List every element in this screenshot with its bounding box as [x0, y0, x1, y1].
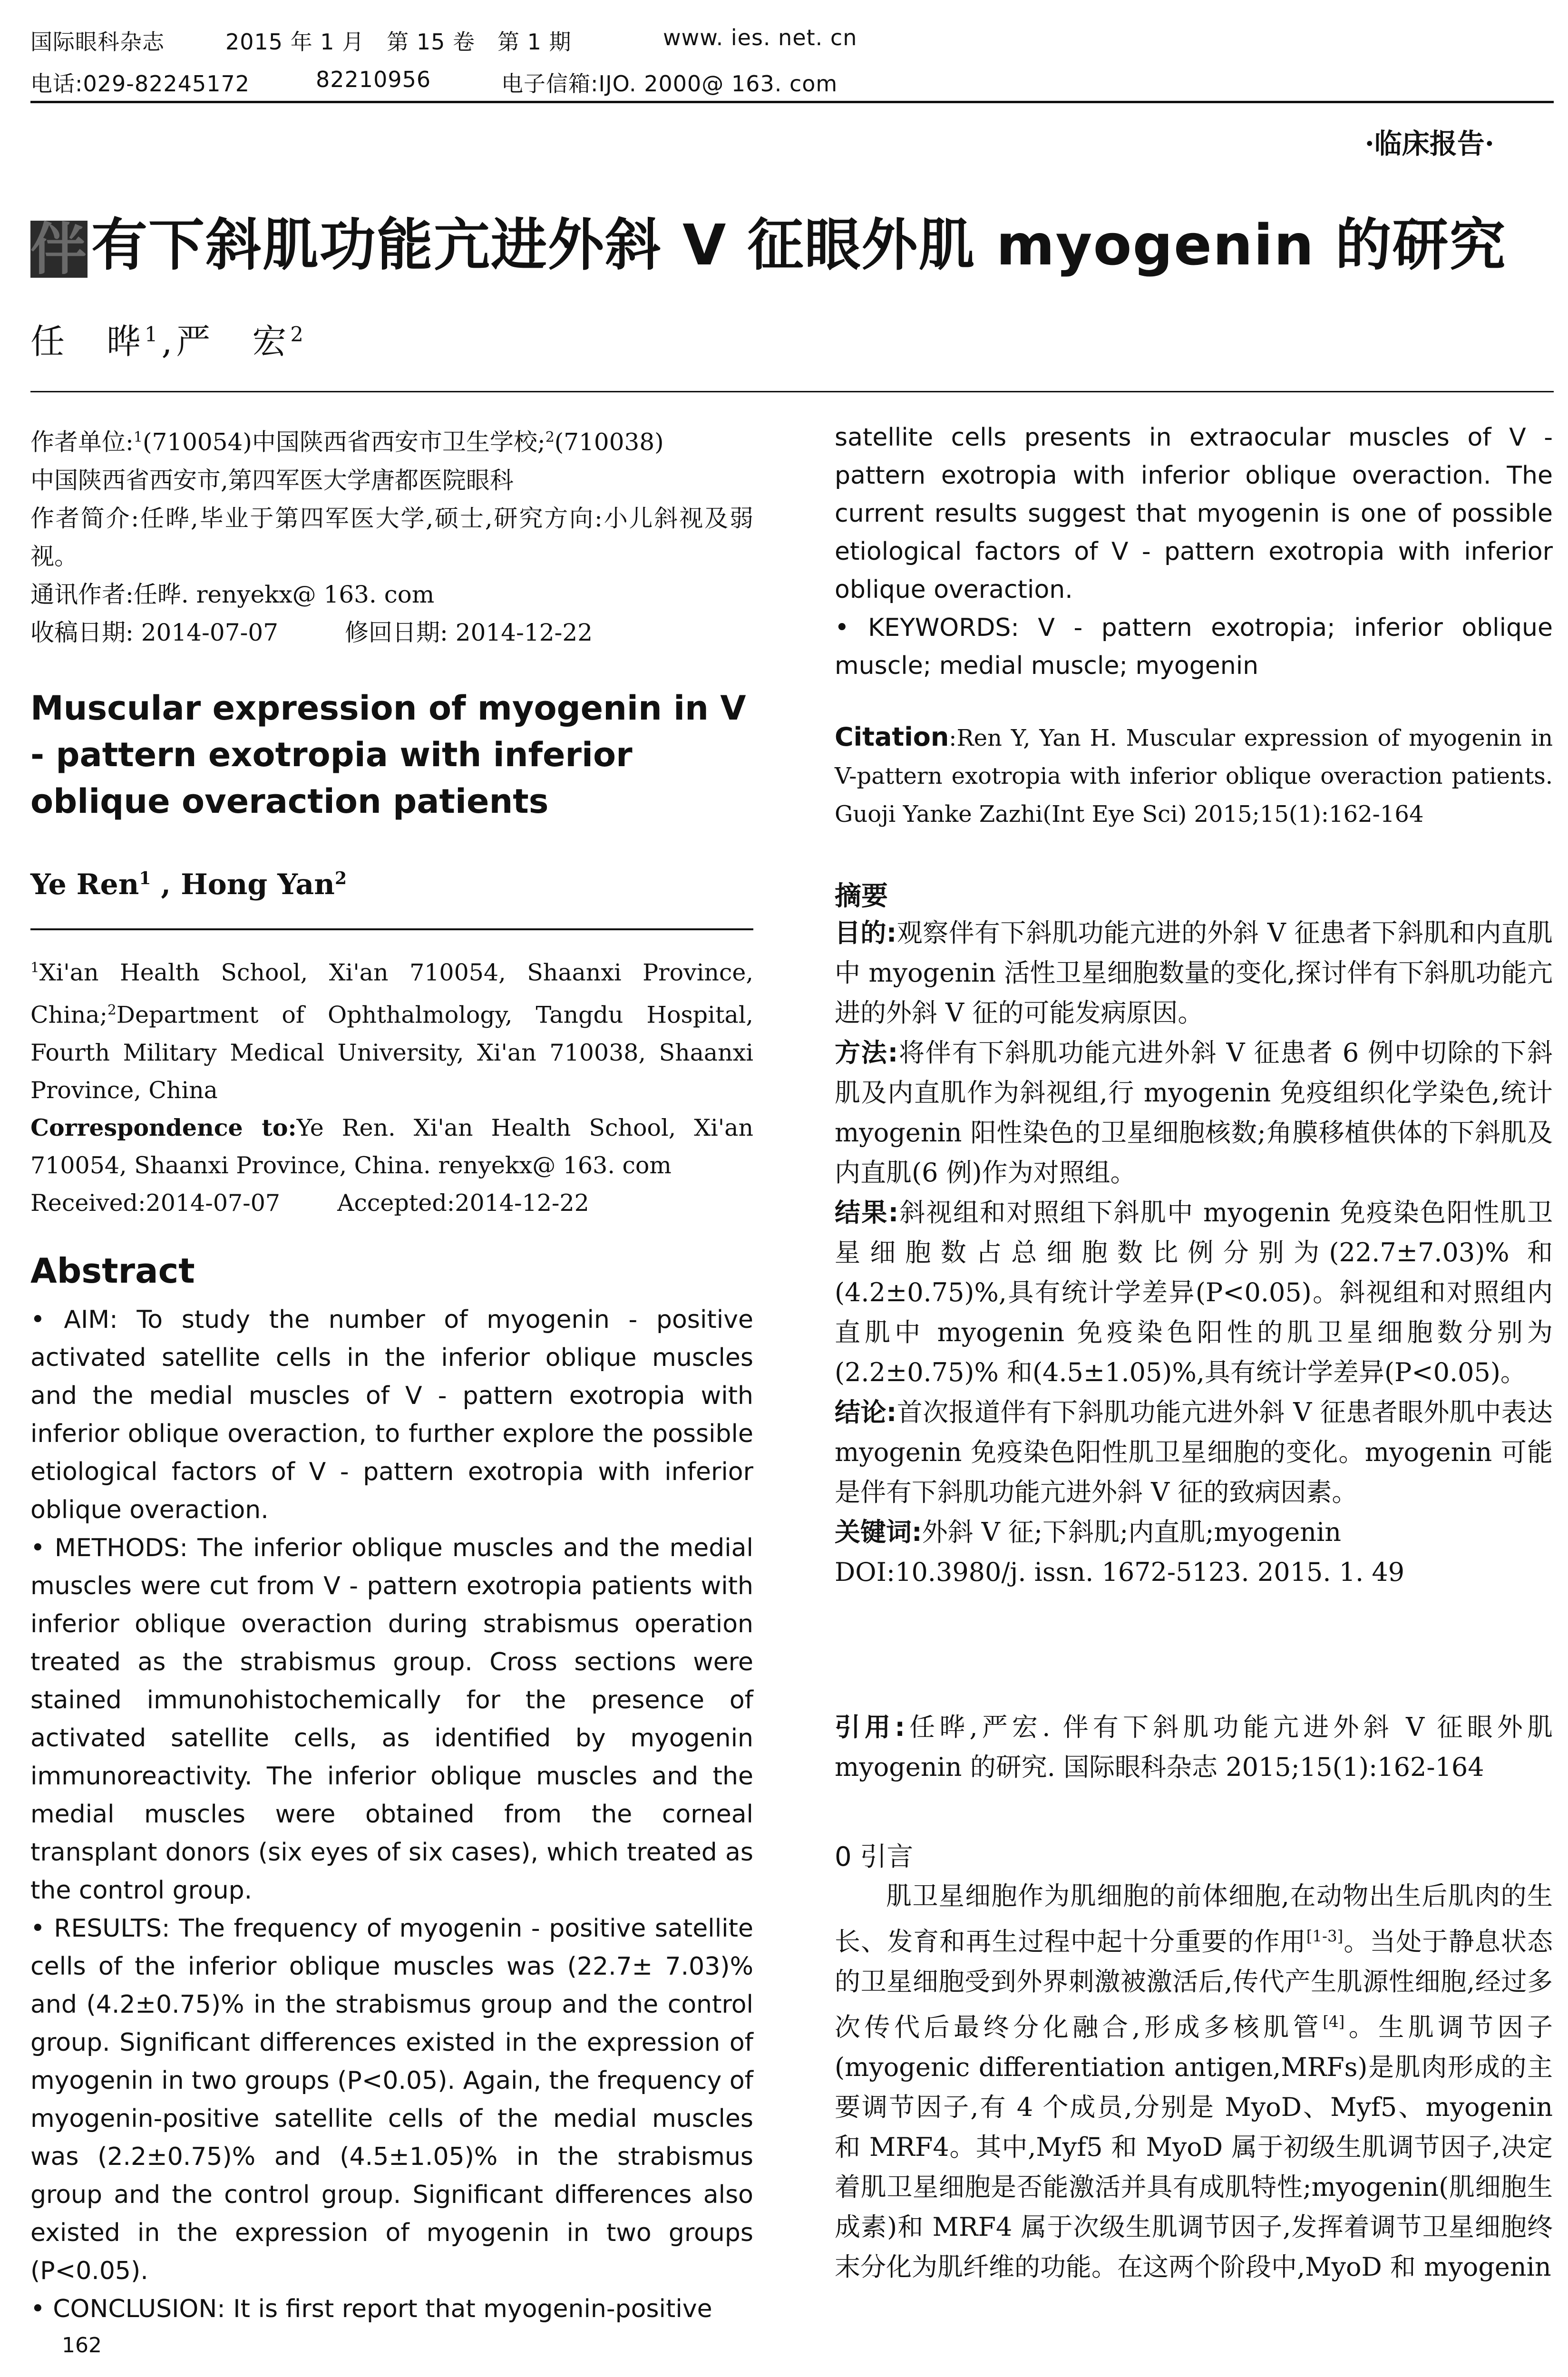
english-affiliations	[30, 949, 753, 1222]
correspondence-en	[30, 1109, 753, 1184]
dates-cn	[30, 614, 753, 652]
corr-text: Ye Ren. Xi'an Health School, Xi'an 710054, Shaanxi Province, China. renyekx@ 163. com	[30, 1114, 753, 1179]
english-title: Muscular expression of myogenin in V - pattern exotropia with inferior oblique overaction patients	[30, 689, 746, 821]
intro-ref-2: [4]	[1323, 2013, 1345, 2031]
cn-citation	[835, 1707, 1553, 1787]
intro-body	[835, 1876, 1553, 2287]
abstract-conclusion-cont: satellite cells presents in extraocular muscles of V - pattern exotropia with inferior oblique overaction. The current results suggest that myogenin is one of possible etiological factors of V - pattern exotropia with inferior oblique overaction.	[835, 423, 1553, 604]
cn-conclusion-text: 首次报道伴有下斜肌功能亢进外斜 V 征患者眼外肌中表达 myogenin 免疫染色阳性肌卫星细胞的变化。myogenin 可能是伴有下斜肌功能亢进外斜 V 征的致病因素。	[835, 1397, 1553, 1507]
journal-website: www. ies. net. cn	[663, 25, 857, 50]
cn-cite-label: 引用:	[835, 1712, 905, 1742]
cn-keywords-label: 关键词:	[835, 1517, 922, 1547]
correspondence-cn: 通讯作者:任晔. renyekx@ 163. com	[30, 580, 435, 608]
intro-heading: 0 引言	[835, 1841, 914, 1872]
title-first-char: 伴	[30, 216, 88, 282]
abstract-heading: Abstract	[30, 1251, 195, 1291]
issue-info: 2015 年 1 月 第 15 卷 第 1 期	[225, 29, 572, 55]
cn-doi: DOI:10.3980/j. issn. 1672-5123. 2015. 1. 49	[835, 1557, 1405, 1587]
author-2-sup: 2	[290, 323, 307, 347]
affil-en-1: Xi'an Health School, Xi'an 710054, Shaanxi Province, China;	[30, 959, 753, 1029]
intro-text-c: 。生肌调节因子(myogenic differentiation antigen,MRFs)是肌肉形成的主要调节因子,有 4 个成员,分别是 MyoD、Myf5、myogenin 和 MRF4。其中,Myf5 和 MyoD 属于初级生肌调节因子,决定着肌卫星细胞是否能激活并具有成肌特性;myogenin(肌细胞生成素)和 MRF4 属于次级生肌调节因子,发挥着调节卫星细胞终末分化为肌纤维的功能。在这两个阶段中,MyoD 和 myogenin	[835, 2012, 1553, 2282]
cn-keywords-text: 外斜 V 征;下斜肌;内直肌;myogenin	[922, 1517, 1342, 1547]
header-rule	[30, 101, 1554, 103]
author-info	[30, 419, 753, 652]
author-1-sup: 1	[145, 323, 162, 347]
received-cn: 收稿日期: 2014-07-07	[30, 618, 279, 646]
dates-en	[30, 1184, 753, 1222]
citation-en	[835, 718, 1553, 833]
affil-label: 作者单位:	[30, 428, 134, 456]
author-sep: ,	[161, 321, 176, 361]
abstract-methods: • METHODS: The inferior oblique muscles and the medial muscles were cut from V - pattern exotropia patients with inferior oblique overaction during strabismus operation treated as the strabismus group. Cross sections were stained immunohistochemically for the presence of activated satellite cells, as identified by myogenin immunoreactivity. The inferior oblique muscles and the medial muscles were obtained from the corneal transplant donors (six eyes of six cases), which treated as the control group.	[30, 1534, 753, 1905]
author-2: 严 宏	[176, 321, 291, 361]
intro-ref-1: [1-3]	[1306, 1927, 1344, 1945]
cn-aim	[835, 913, 1553, 1033]
cn-citation-para	[835, 1707, 1553, 1787]
corr-label: Correspondence to:	[30, 1113, 297, 1141]
cn-results	[835, 1193, 1553, 1393]
revised-cn: 修回日期: 2014-12-22	[345, 618, 593, 646]
citation-label: Citation	[835, 722, 949, 752]
en-author-1: Ye Ren	[30, 868, 139, 901]
accepted-en: Accepted:2014-12-22	[337, 1189, 589, 1217]
received-en: Received:2014-07-07	[30, 1189, 281, 1217]
abstract-keywords: • KEYWORDS: V - pattern exotropia; inferior oblique muscle; medial muscle; myogenin	[835, 614, 1553, 680]
affil-en: $^1$Xi'an Health School, Xi'an 710054, Shaanxi Province, China;$^2$Department of Ophthalmology, Tangdu Hospital, Fourth Military Medical University, Xi'an 710038, Shaanxi Province, China	[30, 959, 753, 1104]
en-author-2-sup: 2	[334, 868, 347, 888]
en-author-2: Hong Yan	[181, 868, 335, 901]
affil-2: 中国陕西省西安市,第四军医大学唐都医院眼科	[30, 466, 514, 494]
journal-name: 国际眼科杂志	[30, 29, 165, 55]
authors-rule	[30, 391, 1554, 392]
intro-text-a: 肌卫星细胞作为肌细胞的前体细胞,在动物出生后肌肉的生长、发育和再生过程中起十分重要的作用	[835, 1881, 1553, 1957]
cn-abstract-heading: 摘要	[835, 881, 888, 912]
en-author-sep: ,	[151, 868, 181, 901]
en-author-1-sup: 1	[139, 868, 151, 888]
page-number: 162	[62, 2333, 102, 2358]
journal-email: 电子信箱:IJO. 2000@ 163. com	[501, 71, 838, 97]
article-title	[30, 200, 1507, 281]
intro-text-b: 。当处于静息状态的卫星细胞受到外界刺激被激活后,传代产生肌源性细胞,经过多次传代后最终分化融合,形成多核肌管	[835, 1927, 1553, 2042]
journal-phone-2: 82210956	[316, 67, 431, 92]
author-bio: 作者简介:任晔,毕业于第四军医大学,硕士,研究方向:小儿斜视及弱视。	[30, 504, 753, 570]
author-1: 任 晔	[30, 321, 145, 361]
affiliation-cn: 作者单位:$^1$(710054)中国陕西省西安市卫生学校;$^2$(710038) 中国陕西省西安市,第四军医大学唐都医院眼科	[30, 428, 664, 494]
abstract-en-continued	[835, 419, 1553, 685]
intro-paragraph	[835, 1876, 1553, 2287]
cn-cite-text: 任晔,严宏. 伴有下斜肌功能亢进外斜 V 征眼外肌 myogenin 的研究. 国际眼科杂志 2015;15(1):162-164	[835, 1712, 1553, 1782]
cn-aim-label: 目的:	[835, 918, 897, 948]
cn-methods	[835, 1033, 1553, 1193]
cn-results-text: 斜视组和对照组下斜肌中 myogenin 免疫染色阳性肌卫星细胞数占总细胞数比例分别为(22.7±7.03)% 和(4.2±0.75)%,具有统计学差异(P<0.05)。斜视组和对照组内直肌中 myogenin 免疫染色阳性的肌卫星细胞数分别为(2.2±0.75)% 和(4.5±1.05)%,具有统计学差异(P<0.05)。	[835, 1198, 1553, 1387]
english-authors	[30, 868, 347, 901]
cn-abstract	[835, 913, 1553, 1592]
title-text: 有下斜肌功能亢进外斜 V 征眼外肌 myogenin 的研究	[91, 212, 1507, 278]
cn-results-label: 结果:	[835, 1198, 899, 1227]
abstract-conclusion-start: • CONCLUSION: It is first report that myogenin-positive	[30, 2295, 712, 2323]
en-authors-rule	[30, 928, 753, 930]
affil-en-2: Department of Ophthalmology, Tangdu Hospital, Fourth Military Medical University, Xi'an 710038, Shaanxi Province, China	[30, 1001, 753, 1104]
cn-methods-text: 将伴有下斜肌功能亢进外斜 V 征患者 6 例中切除的下斜肌及内直肌作为斜视组,行 myogenin 免疫组织化学染色,统计 myogenin 阳性染色的卫星细胞核数;角膜移植供体的下斜肌及内直肌(6 例)作为对照组。	[835, 1038, 1553, 1188]
cn-aim-text: 观察伴有下斜肌功能亢进的外斜 V 征患者下斜肌和内直肌中 myogenin 活性卫星细胞数量的变化,探讨伴有下斜肌功能亢进的外斜 V 征的可能发病原因。	[835, 918, 1553, 1028]
cn-conclusion	[835, 1393, 1553, 1512]
cn-methods-label: 方法:	[835, 1038, 898, 1068]
affil-2-code: (710038)	[554, 428, 664, 456]
authors-cn	[30, 314, 307, 363]
citation-text: :Ren Y, Yan H. Muscular expression of myogenin in V-pattern exotropia with inferior oblique overaction patients. Guoji Yanke Zazhi(Int Eye Sci) 2015;15(1):162-164	[835, 725, 1553, 828]
section-tag: ·临床报告·	[1364, 127, 1494, 160]
cn-conclusion-label: 结论:	[835, 1397, 897, 1427]
journal-phone: 电话:029-82245172	[30, 71, 250, 97]
affil-1: (710054)中国陕西省西安市卫生学校;	[142, 428, 545, 456]
abstract-en	[30, 1301, 753, 2328]
abstract-results: • RESULTS: The frequency of myogenin - positive satellite cells of the inferior oblique muscles was (22.7± 7.03)% and (4.2±0.75)% in the strabismus group and the control group. Significant differences existed in the expression of myogenin in two groups (P<0.05). Again, the frequency of myogenin-positive satellite cells of the medial muscles was (2.2±0.75)% and (4.5±1.05)% in the strabismus group and the control group. Significant differences also existed in the expression of myogenin in two groups (P<0.05).	[30, 1914, 753, 2285]
cn-keywords	[835, 1512, 1553, 1552]
abstract-aim: • AIM: To study the number of myogenin - positive activated satellite cells in the inferior oblique muscles and the medial muscles of V - pattern exotropia with inferior oblique overaction, to further explore the possible etiological factors of V - pattern exotropia with inferior oblique overaction.	[30, 1305, 753, 1524]
